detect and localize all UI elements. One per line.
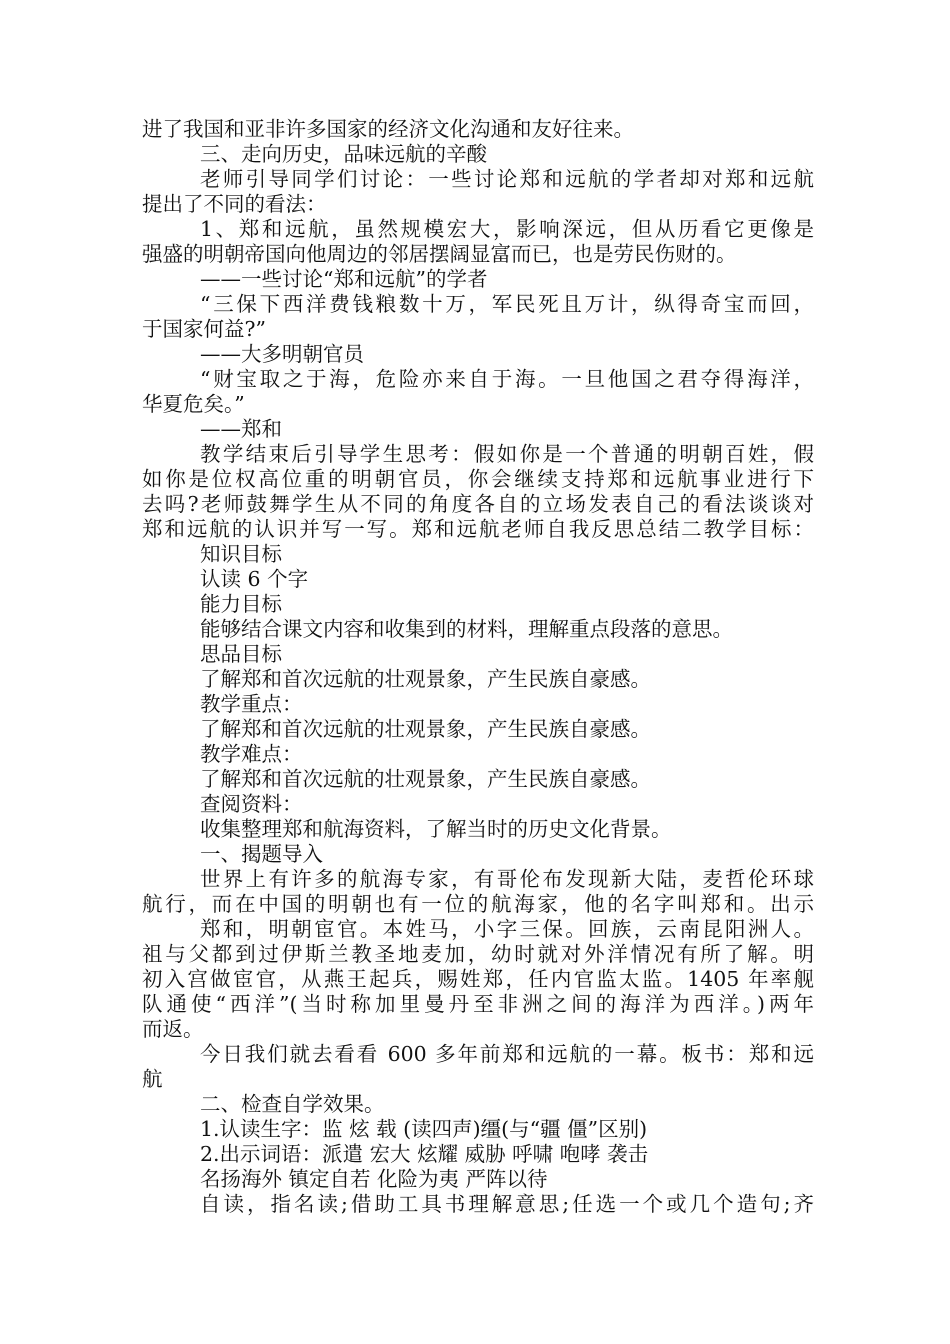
- text-line: 而返。: [142, 1017, 204, 1041]
- text-line: 2.出示词语：派遣 宏大 炫耀 威胁 呼啸 咆哮 袭击: [200, 1142, 649, 1166]
- text-line: 队通使“西洋”(当时称加里曼丹至非洲之间的海洋为西洋。)两年: [142, 992, 814, 1016]
- text-line: 一、揭题导入: [200, 842, 323, 866]
- text-line: 郑和远航的认识并写一写。郑和远航老师自我反思总结二教学目标：: [142, 517, 814, 541]
- text-line: 二、检查自学效果。: [200, 1092, 385, 1116]
- text-line: 收集整理郑和航海资料，了解当时的历史文化背景。: [200, 817, 672, 841]
- text-line: 能够结合课文内容和收集到的材料，理解重点段落的意思。: [200, 617, 733, 641]
- text-line: 查阅资料：: [200, 792, 303, 816]
- text-line: 进了我国和亚非许多国家的经济文化沟通和友好往来。: [142, 117, 634, 141]
- text-line: 名扬海外 镇定自若 化险为夷 严阵以待: [200, 1167, 548, 1191]
- text-line: 提出了不同的看法：: [142, 192, 327, 216]
- text-line: 于国家何益?”: [142, 317, 266, 341]
- text-line: 教学结束后引导学生思考：假如你是一个普通的明朝百姓，假: [200, 442, 814, 466]
- text-line: 郑和，明朝宦官。本姓马，小字三保。回族，云南昆阳洲人。: [200, 917, 814, 941]
- text-line: 了解郑和首次远航的壮观景象，产生民族自豪感。: [200, 767, 651, 791]
- text-line: 航: [142, 1067, 163, 1091]
- text-line: 去吗?老师鼓舞学生从不同的角度各自的立场发表自己的看法谈谈对: [142, 492, 814, 516]
- text-line: ——大多明朝官员: [200, 342, 364, 366]
- text-line: ——郑和: [200, 417, 282, 441]
- text-line: 了解郑和首次远航的壮观景象，产生民族自豪感。: [200, 717, 651, 741]
- text-line: 能力目标: [200, 592, 282, 616]
- text-line: 了解郑和首次远航的壮观景象，产生民族自豪感。: [200, 667, 651, 691]
- text-line: 祖与父都到过伊斯兰教圣地麦加，幼时就对外洋情况有所了解。明: [142, 942, 814, 966]
- text-line: 教学重点：: [200, 692, 303, 716]
- text-line: ——一些讨论“郑和远航”的学者: [200, 267, 488, 291]
- text-line: 强盛的明朝帝国向他周边的邻居摆阔显富而已，也是劳民伤财的。: [142, 242, 737, 266]
- text-line: 世界上有许多的航海专家，有哥伦布发现新大陆，麦哲伦环球: [200, 867, 814, 891]
- text-line: 老师引导同学们讨论：一些讨论郑和远航的学者却对郑和远航: [200, 167, 814, 191]
- text-line: 华夏危矣。”: [142, 392, 245, 416]
- document-body: [142, 117, 814, 1217]
- text-line: 认读 6 个字: [200, 567, 309, 591]
- text-line: “财宝取之于海，危险亦来自于海。一旦他国之君夺得海洋，: [200, 367, 814, 391]
- text-line: 1.认读生字：监 炫 载 (读四声)缰(与“疆 僵”区别): [200, 1117, 648, 1141]
- text-line: 初入宫做宦官，从燕王起兵，赐姓郑，任内官监太监。1405 年率舰: [142, 967, 814, 991]
- text-line: 三、走向历史，品味远航的辛酸: [200, 142, 487, 166]
- text-line: 知识目标: [200, 542, 282, 566]
- text-line: 今日我们就去看看 600 多年前郑和远航的一幕。板书：郑和远: [200, 1042, 814, 1066]
- text-line: 自读，指名读;借助工具书理解意思;任选一个或几个造句;齐: [200, 1192, 814, 1216]
- text-line: 航行，而在中国的明朝也有一位的航海家，他的名字叫郑和。出示: [142, 892, 814, 916]
- text-line: 思品目标: [200, 642, 282, 666]
- text-line: 教学难点：: [200, 742, 303, 766]
- text-line: 如你是位权高位重的明朝官员，你会继续支持郑和远航事业进行下: [142, 467, 814, 491]
- text-line: “三保下西洋费钱粮数十万，军民死且万计，纵得奇宝而回，: [200, 292, 814, 316]
- text-line: 1、郑和远航，虽然规模宏大，影响深远，但从历看它更像是: [200, 217, 814, 241]
